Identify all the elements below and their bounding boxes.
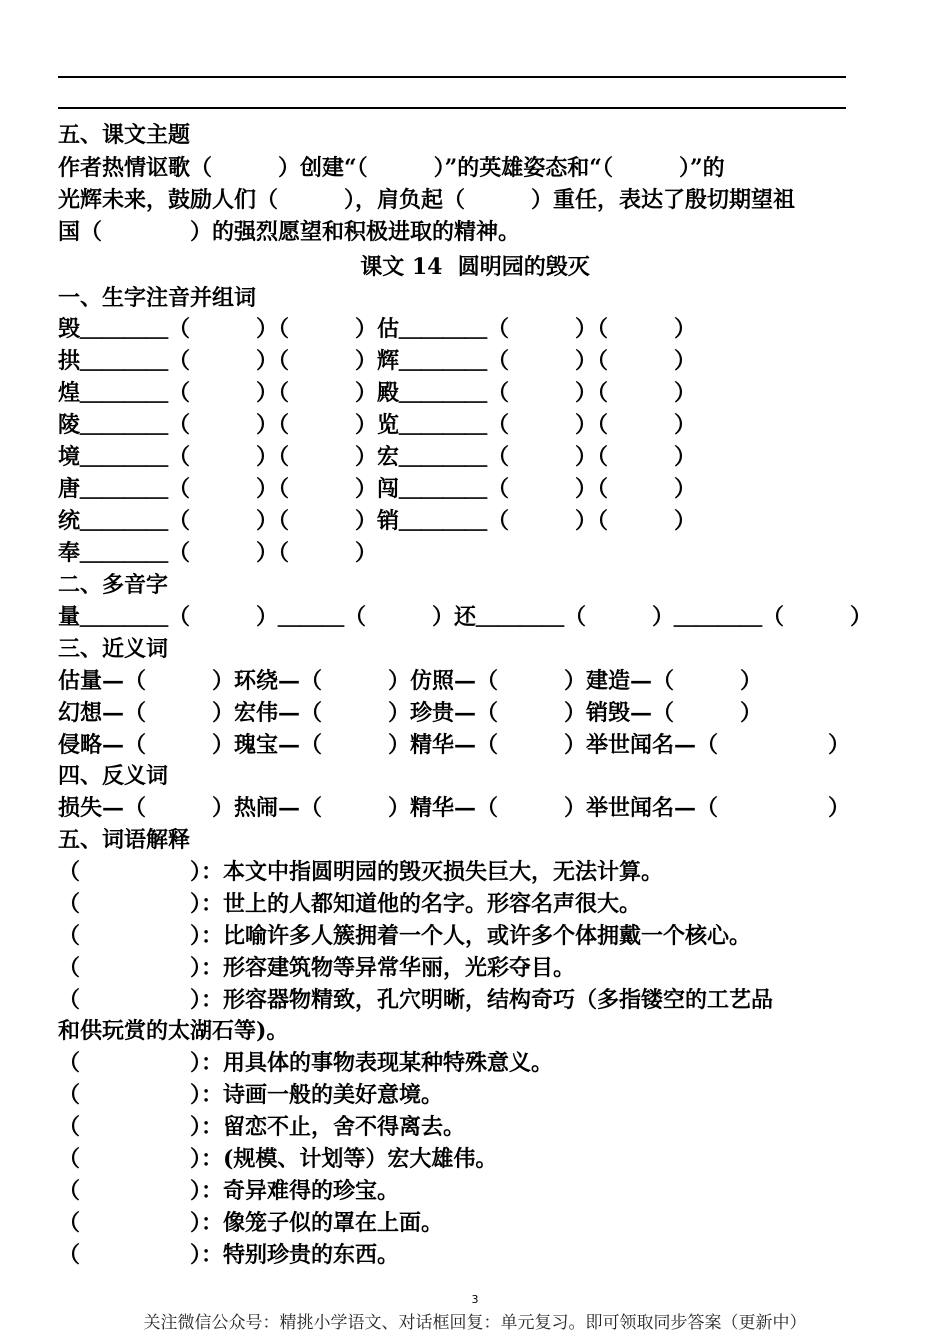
page-number: 3 [471,1293,479,1306]
theme-line-3: 国（ ）的强烈愿望和积极进取的精神。 [58,219,521,245]
definition-row: （ ）：留恋不止，舍不得离去。 [58,1114,466,1140]
part2-heading: 二、多音字 [58,572,169,598]
char-row: 唐＿＿＿＿（ ）（ ）闯＿＿＿＿（ ）（ ） [58,476,697,502]
definition-row: （ ）：用具体的事物表现某种特殊意义。 [58,1050,554,1076]
answer-blank-line-1 [58,76,846,78]
answer-blank-line-2 [58,107,846,109]
char-row: 毁＿＿＿＿（ ）（ ）估＿＿＿＿（ ）（ ） [58,316,697,342]
theme-line-2: 光辉未来，鼓励人们（ ），肩负起（ ）重任，表达了殷切期望祖 [58,187,796,213]
definition-row: 和供玩赏的太湖石等)。 [58,1018,289,1044]
definition-row: （ ）：像笼子似的罩在上面。 [58,1210,444,1236]
synonym-row: 估量—（ ）环绕—（ ）仿照—（ ）建造—（ ） [58,668,763,694]
synonym-row: 侵略—（ ）瑰宝—（ ）精华—（ ）举世闻名—（ ） [58,732,851,758]
synonym-row: 幻想—（ ）宏伟—（ ）珍贵—（ ）销毁—（ ） [58,700,763,726]
polyphone-row: 量＿＿＿＿（ ）＿＿＿（ ）还＿＿＿＿（ ）＿＿＿＿（ ） [58,604,873,630]
part4-heading: 四、反义词 [58,763,169,789]
part5-heading: 五、词语解释 [58,827,191,853]
definition-row: （ ）：形容建筑物等异常华丽，光彩夺目。 [58,955,576,981]
definition-row: （ ）：诗画一般的美好意境。 [58,1082,444,1108]
char-row: 境＿＿＿＿（ ）（ ）宏＿＿＿＿（ ）（ ） [58,444,697,470]
char-row: 统＿＿＿＿（ ）（ ）销＿＿＿＿（ ）（ ） [58,508,697,534]
definition-row: （ ）：奇异难得的珍宝。 [58,1178,400,1204]
definition-row: （ ）：本文中指圆明园的毁灭损失巨大，无法计算。 [58,859,664,885]
definition-row: （ ）：比喻许多人簇拥着一个人，或许多个体拥戴一个核心。 [58,923,752,949]
part3-heading: 三、近义词 [58,636,169,662]
footer-note: 关注微信公众号：精挑小学语文、对话框回复：单元复习。即可领取同步答案（更新中） [143,1313,807,1333]
definition-row: （ ）：特别珍贵的东西。 [58,1242,400,1268]
definition-row: （ ）：形容器物精致，孔穴明晰，结构奇巧（多指镂空的工艺品 [58,987,774,1013]
theme-heading: 五、课文主题 [58,122,191,148]
definition-row: （ ）：(规模、计划等）宏大雄伟。 [58,1146,498,1172]
definition-row: （ ）：世上的人都知道他的名字。形容名声很大。 [58,891,642,917]
lesson-title: 课文 14 圆明园的毁灭 [360,254,590,280]
char-row: 拱＿＿＿＿（ ）（ ）辉＿＿＿＿（ ）（ ） [58,348,697,374]
char-row: 陵＿＿＿＿（ ）（ ）览＿＿＿＿（ ）（ ） [58,412,697,438]
antonym-row: 损失—（ ）热闹—（ ）精华—（ ）举世闻名—（ ） [58,795,851,821]
part1-heading: 一、生字注音并组词 [58,285,257,311]
theme-line-1: 作者热情讴歌（ ）创建“（ ）”的英雄姿态和“（ ）”的 [58,155,725,181]
char-row: 煌＿＿＿＿（ ）（ ）殿＿＿＿＿（ ）（ ） [58,380,697,406]
char-row: 奉＿＿＿＿（ ）（ ） [58,540,378,566]
